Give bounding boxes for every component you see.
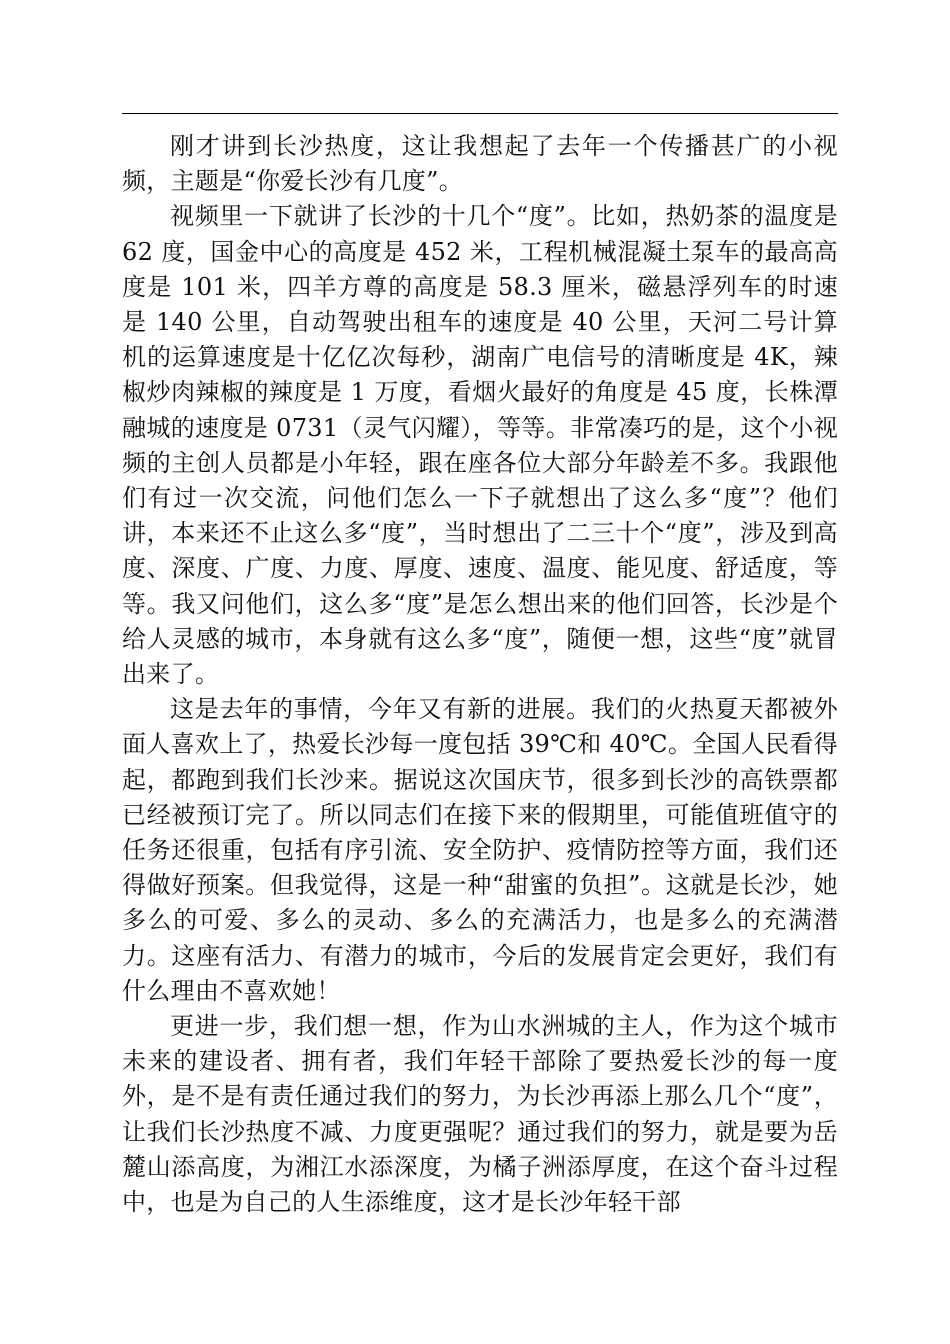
paragraph-2: 视频里一下就讲了长沙的十几个“度”。比如，热奶茶的温度是 62 度，国金中心的高度是 452 米，工程机械混凝土泵车的最高高度是 101 米，四羊方尊的高度是 58.3 厘米，磁悬浮列车的时速是 140 公里，自动驾驶出租车的速度是 40 公里，天河二号计算机的运算速度是十亿亿次每秒，湖南广电信号的清晰度是 4K，辣椒炒肉辣椒的辣度是 1 万度，看烟火最好的角度是 45 度，长株潭融城的速度是 0731（灵气闪耀），等等。非常凑巧的是，这个小视频的主创人员都是小年轻，跟在座各位大部分年龄差不多。我跟他们有过一次交流，问他们怎么一下子就想出了这么多“度”？他们讲，本来还不止这么多“度”，当时想出了二三十个“度”，涉及到高度、深度、广度、力度、厚度、速度、温度、能见度、舒适度，等等。我又问他们，这么多“度”是怎么想出来的他们回答，长沙是个给人灵感的城市，本身就有这么多“度”，随便一想，这些“度”就冒出来了。 [122, 202, 838, 689]
paragraph-4: 更进一步，我们想一想，作为山水洲城的主人，作为这个城市未来的建设者、拥有者，我们年轻干部除了要热爱长沙的每一度外，是不是有责任通过我们的努力，为长沙再添上那么几个“度”，让我们长沙热度不减、力度更强呢？通过我们的努力，就是要为岳麓山添高度，为湘江水添深度，为橘子洲添厚度，在这个奋斗过程中，也是为自己的人生添维度，这才是长沙年轻干部 [122, 1012, 838, 1217]
body-text [122, 129, 838, 1220]
header-rule [122, 113, 838, 114]
paragraph-3: 这是去年的事情，今年又有新的进展。我们的火热夏天都被外面人喜欢上了，热爱长沙每一度包括 39℃和 40℃。全国人民看得起，都跑到我们长沙来。据说这次国庆节，很多到长沙的高铁票都已经被预订完了。所以同志们在接下来的假期里，可能值班值守的任务还很重，包括有序引流、安全防护、疫情防控等方面，我们还得做好预案。但我觉得，这是一种“甜蜜的负担”。这就是长沙，她多么的可爱、多么的灵动、多么的充满活力，也是多么的充满潜力。这座有活力、有潜力的城市，今后的发展肯定会更好，我们有什么理由不喜欢她！ [122, 695, 838, 1005]
paragraph-1: 刚才讲到长沙热度，这让我想起了去年一个传播甚广的小视频，主题是“你爱长沙有几度”。 [122, 132, 838, 196]
